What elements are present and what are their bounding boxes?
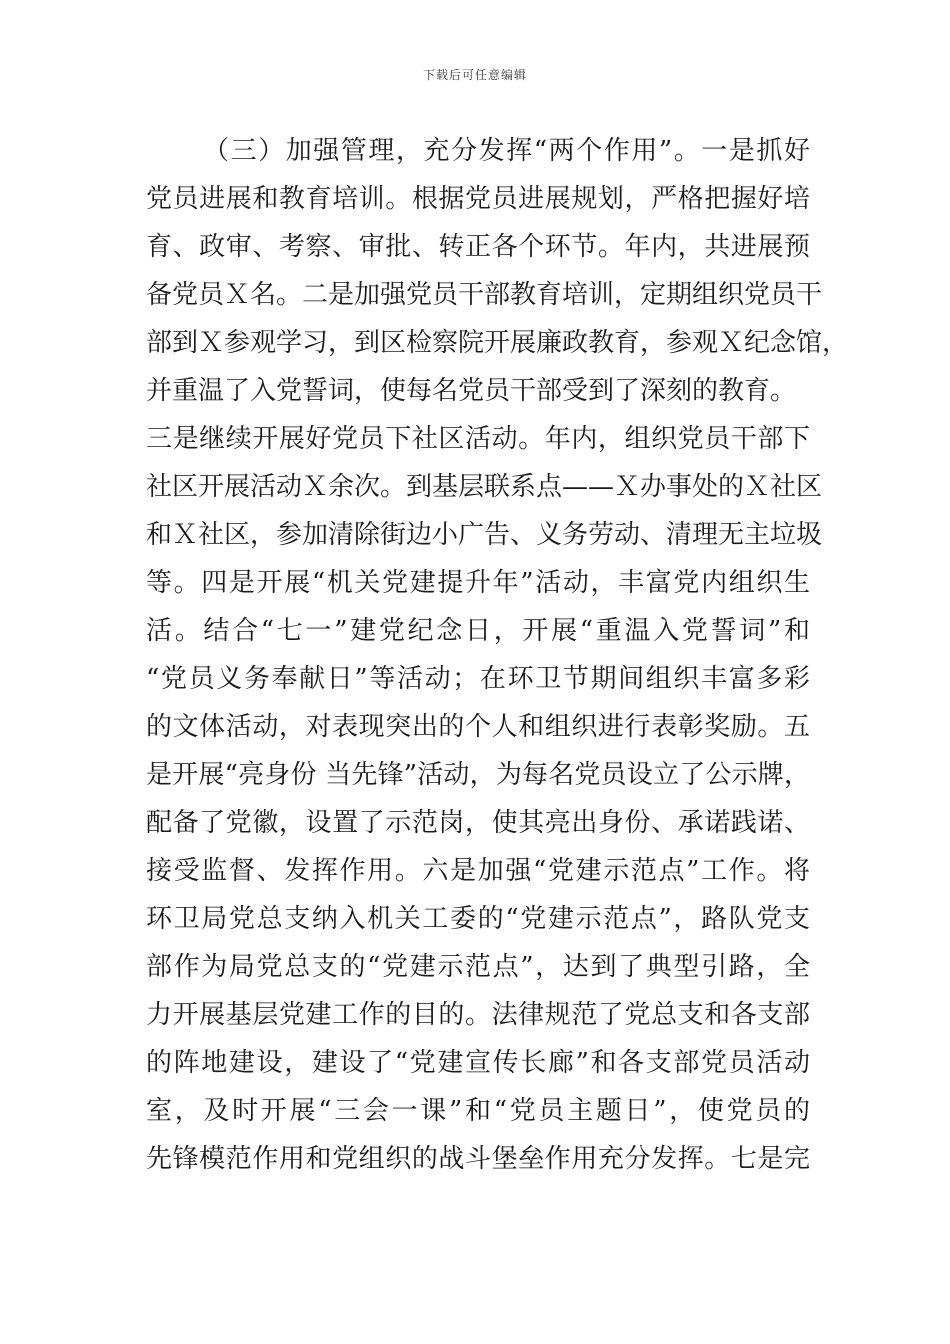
text-line: 等。四是开展“机关党建提升年”活动，丰富党内组织生 bbox=[146, 568, 810, 598]
text-line: 社区开展活动Ｘ余次。到基层联系点——Ｘ办事处的Ｘ社区 bbox=[146, 472, 823, 502]
text-line: 和Ｘ社区，参加清除街边小广告、义务劳动、清理无主垃圾 bbox=[146, 520, 823, 550]
text-line: 部到Ｘ参观学习，到区检察院开展廉政教育，参观Ｘ纪念馆， bbox=[146, 328, 849, 358]
text-line: 三是继续开展好党员下社区活动。年内，组织党员干部下 bbox=[146, 424, 810, 454]
text-line: “党员义务奉献日”等活动；在环卫节期间组织丰富多彩 bbox=[146, 664, 810, 694]
text-line: 力开展基层党建工作的目的。法律规范了党总支和各支部 bbox=[146, 1000, 810, 1030]
text-line: 配备了党徽，设置了示范岗，使其亮出身份、承诺践诺、 bbox=[146, 808, 810, 838]
page-header: 下载后可任意编辑 bbox=[422, 68, 527, 82]
text-line: 党员进展和教育培训。根据党员进展规划，严格把握好培 bbox=[146, 184, 810, 214]
text-line: 育、政审、考察、审批、转正各个环节。年内，共进展预 bbox=[146, 232, 810, 262]
text-line: 并重温了入党誓词，使每名党员干部受到了深刻的教育。 bbox=[146, 376, 797, 406]
text-line: 是开展“亮身份 当先锋”活动，为每名党员设立了公示牌， bbox=[146, 760, 810, 790]
text-line: （三）加强管理，充分发挥“两个作用”。一是抓好 bbox=[203, 136, 810, 166]
text-line: 备党员Ｘ名。二是加强党员干部教育培训，定期组织党员干 bbox=[146, 280, 823, 310]
text-line: 部作为局党总支的“党建示范点”，达到了典型引路，全 bbox=[146, 952, 810, 982]
body-paragraph bbox=[146, 127, 849, 1183]
text-line: 先锋模范作用和党组织的战斗堡垒作用充分发挥。七是完 bbox=[146, 1144, 810, 1174]
text-line: 接受监督、发挥作用。六是加强“党建示范点”工作。将 bbox=[146, 856, 810, 886]
text-line: 室，及时开展“三会一课”和“党员主题日”，使党员的 bbox=[146, 1096, 810, 1126]
text-line: 环卫局党总支纳入机关工委的“党建示范点”，路队党支 bbox=[146, 904, 810, 934]
text-line: 活。结合“七一”建党纪念日，开展“重温入党誓词”和 bbox=[146, 616, 810, 646]
text-line: 的阵地建设，建设了“党建宣传长廊”和各支部党员活动 bbox=[146, 1048, 810, 1078]
text-line: 的文体活动，对表现突出的个人和组织进行表彰奖励。五 bbox=[146, 712, 810, 742]
